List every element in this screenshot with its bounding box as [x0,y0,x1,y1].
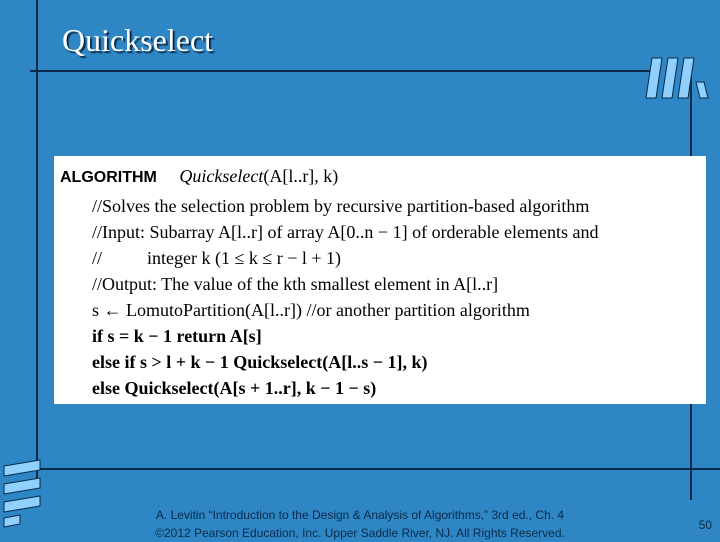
algorithm-line: //Solves the selection problem by recursive partition-based algorithm [92,196,590,216]
page-number: 50 [698,518,712,532]
logo-mark-icon [642,52,712,104]
frame-line-left [36,0,38,480]
algorithm-line: // integer k (1 ≤ k ≤ r − l + 1) [92,248,342,268]
citation [100,506,620,542]
slide-title: Quickselect [62,22,214,58]
citation-line-1: A. Levitin “Introduction to the Design & Analysis of Algorithms,” 3rd ed., Ch. 4 [155,508,565,522]
algorithm-line: if s = k − 1 return A[s] [92,326,262,346]
algorithm-header [60,166,338,187]
citation-line-2: ©2012 Pearson Education, Inc. Upper Saddle River, NJ. All Rights Reserved. [155,526,565,540]
algorithm-keyword: ALGORITHM [60,169,157,186]
algorithm-box [54,156,706,404]
logo-mark-icon [0,458,50,528]
algorithm-line: //Output: The value of the kth smallest element in A[l..r] [92,274,499,294]
algorithm-line: else Quickselect(A[s + 1..r], k − 1 − s) [92,378,377,398]
frame-line-bottom [36,468,720,470]
algorithm-line: else if s > l + k − 1 Quickselect(A[l..s − 1], k) [92,352,428,372]
algorithm-signature: (A[l..r], k) [263,166,339,186]
algorithm-line: //Input: Subarray A[l..r] of array A[0..n − 1] of orderable elements and [92,222,599,242]
algorithm-name: Quickselect [179,166,264,186]
algorithm-line: s ← LomutoPartition(A[l..r]) //or another partition algorithm [92,300,530,320]
frame-line-top [30,70,650,72]
